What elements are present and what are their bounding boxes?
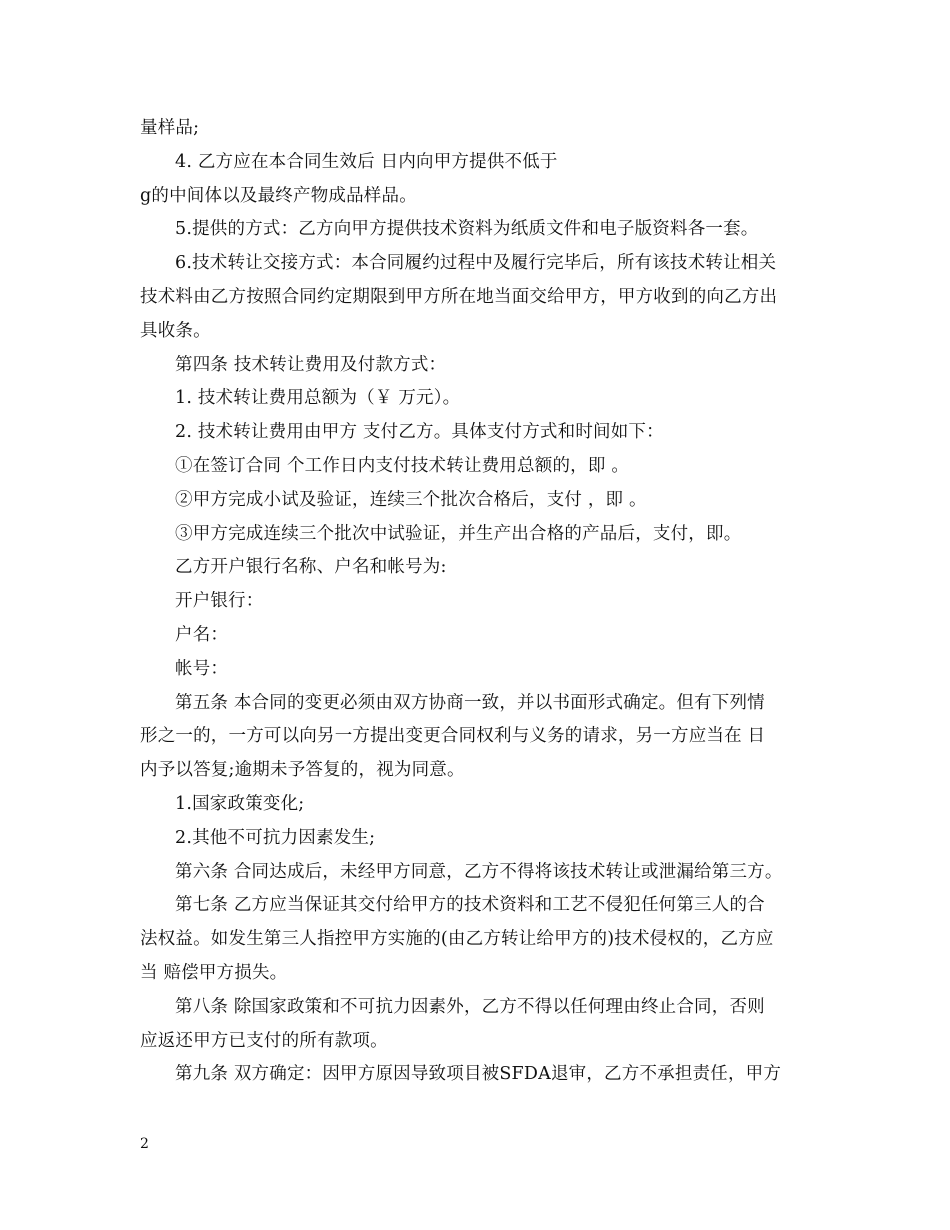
text-line: 4. 乙方应在本合同生效后 日内向甲方提供不低于 (175, 151, 558, 172)
text-line: ①在签订合同 个工作日内支付技术转让费用总额的，即 。 (175, 455, 630, 476)
text-line: 内予以答复;逾期未予答复的，视为同意。 (140, 760, 465, 781)
text-line: 法权益。如发生第三人指控甲方实施的(由乙方转让给甲方的)技术侵权的，乙方应 (140, 929, 774, 950)
text-line: 第五条 本合同的变更必须由双方协商一致，并以书面形式确定。但有下列情 (175, 692, 765, 713)
text-line: 户名： (175, 624, 229, 645)
page-number: 2 (140, 1136, 149, 1152)
text-line: 当 赔偿甲方损失。 (140, 962, 288, 983)
text-line: 第六条 合同达成后，未经甲方同意，乙方不得将该技术转让或泄漏给第三方。 (175, 861, 783, 882)
text-line: 第八条 除国家政策和不可抗力因素外，乙方不得以任何理由终止合同，否则 (175, 996, 765, 1017)
text-line: 1.国家政策变化; (175, 793, 305, 814)
text-line: g的中间体以及最终产物成品样品。 (140, 185, 417, 206)
text-line: 形之一的，一方可以向另一方提出变更合同权利与义务的请求，另一方应当在 日 (140, 726, 766, 747)
text-line: 第四条 技术转让费用及付款方式： (175, 354, 447, 375)
text-line: ③甲方完成连续三个批次中试验证，并生产出合格的产品后，支付，即。 (175, 523, 742, 544)
text-line: ②甲方完成小试及验证，连续三个批次合格后，支付 ，即 。 (175, 489, 647, 510)
text-line: 5.提供的方式：乙方向甲方提供技术资料为纸质文件和电子版资料各一套。 (175, 219, 759, 240)
text-line: 第九条 双方确定：因甲方原因导致项目被SFDA退审，乙方不承担责任，甲方 (175, 1064, 782, 1085)
text-line: 第七条 乙方应当保证其交付给甲方的技术资料和工艺不侵犯任何第三人的合 (175, 895, 765, 916)
text-line: 开户银行： (175, 591, 264, 612)
text-line: 具收条。 (140, 320, 211, 341)
text-line: 量样品; (140, 118, 200, 138)
text-line: 应返还甲方已支付的所有款项。 (140, 1030, 388, 1051)
text-line: 2. 技术转让费用由甲方 支付乙方。具体支付方式和时间如下： (175, 422, 664, 443)
document-body (140, 112, 820, 1092)
text-line: 帐号： (175, 658, 229, 679)
text-line: 1. 技术转让费用总额为（￥ 万元）。 (175, 388, 461, 409)
text-line: 2.其他不可抗力因素发生; (175, 827, 376, 848)
text-line: 乙方开户银行名称、户名和帐号为: (175, 557, 447, 578)
text-line: 6.技术转让交接方式：本合同履约过程中及履行完毕后，所有该技术转让相关 (175, 253, 777, 274)
text-line: 技术料由乙方按照合同约定期限到甲方所在地当面交给甲方，甲方收到的向乙方出 (140, 286, 778, 307)
